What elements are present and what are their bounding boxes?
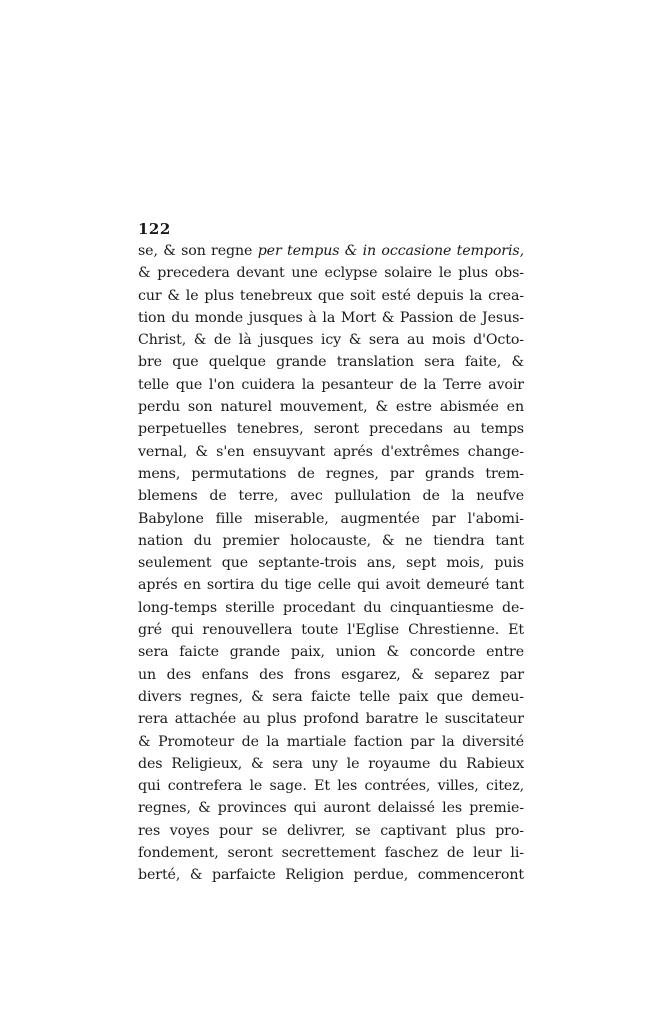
text-line-roman: perpetuelles tenebres, seront precedans au temps [138,421,524,438]
text-line-roman: Christ, & de là jusques icy & sera au mois d'Octo- [138,332,524,349]
text-line [138,329,524,351]
text-line-roman: & Promoteur de la martiale faction par la diversité [138,733,524,750]
text-line-roman: divers regnes, & sera faicte telle paix que demeu- [138,688,524,705]
text-line [138,463,524,485]
text-line-roman: perdu son naturel mouvement, & estre abismée en [138,399,524,416]
text-line-roman: un des enfans des frons esgarez, & separez par [138,666,524,683]
text-line [138,485,524,507]
text-block [138,218,524,887]
text-line [138,597,524,619]
text-line-roman: gré qui renouvellera toute l'Eglise Chrestienne. Et [138,622,524,639]
text-line-roman: sera faicte grande paix, union & concorde entre [138,644,524,661]
text-line [138,731,524,753]
text-line [138,775,524,797]
text-line [138,619,524,641]
text-line [138,574,524,596]
text-line [138,351,524,373]
text-line [138,374,524,396]
text-line-roman: cur & le plus tenebreux que soit esté depuis la crea- [138,287,524,304]
text-line [138,842,524,864]
text-line-roman: bre que quelque grande translation sera faite, & [138,354,524,371]
text-line-roman: blemens de terre, avec pullulation de la neufve [138,488,524,505]
text-line [138,753,524,775]
text-line-roman: regnes, & provinces qui auront delaissé les premie- [138,800,524,817]
text-line-roman: vernal, & s'en ensuyvant aprés d'extrêmes change- [138,443,524,460]
text-line-roman: telle que l'on cuidera la pesanteur de la Terre avoir [138,376,524,393]
text-line-roman: Babylone fille miserable, augmentée par l'abomi- [138,510,524,527]
text-line-roman: tion du monde jusques à la Mort & Passion de Jesus- [138,309,524,326]
text-line-roman: seulement que septante-trois ans, sept mois, puis [138,555,524,572]
text-line [138,708,524,730]
text-line [138,864,524,886]
text-line [138,418,524,440]
text-line-roman: aprés en sortira du tige celle qui avoit demeuré tant [138,577,524,594]
text-line [138,820,524,842]
text-line [138,797,524,819]
text-line-roman: des Religieux, & sera uny le royaume du Rabieux [138,755,524,772]
text-line [138,441,524,463]
text-line [138,307,524,329]
text-line-roman: qui contrefera le sage. Et les contrées, villes, citez, [138,778,524,795]
text-line [138,530,524,552]
text-line-roman: fondement, seront secrettement faschez de leur li- [138,845,524,862]
text-line [138,641,524,663]
text-line [138,686,524,708]
text-line-roman: berté, & parfaicte Religion perdue, commenceront [138,867,524,884]
text-line-roman: mens, permutations de regnes, par grands trem- [138,465,524,482]
text-line [138,240,524,262]
text-line-roman: rera attachée au plus profond baratre le suscitateur [138,711,524,728]
text-line-roman: res voyes pour se delivrer, se captivant plus pro- [138,822,524,839]
text-line [138,262,524,284]
text-line [138,396,524,418]
text-line [138,508,524,530]
text-line-italic: per tempus & in occasione temporis, [257,243,525,259]
text-line [138,552,524,574]
text-line-roman: nation du premier holocauste, & ne tiendra tant [138,532,524,549]
text-line [138,285,524,307]
text-line [138,664,524,686]
text-line-roman: & precedera devant une eclypse solaire le plus obs- [138,265,524,282]
text-line-roman: long-temps sterille procedant du cinquantiesme de- [138,599,524,616]
text-line-roman: se, & son regne [138,243,258,259]
page-number: 122 [138,220,171,238]
